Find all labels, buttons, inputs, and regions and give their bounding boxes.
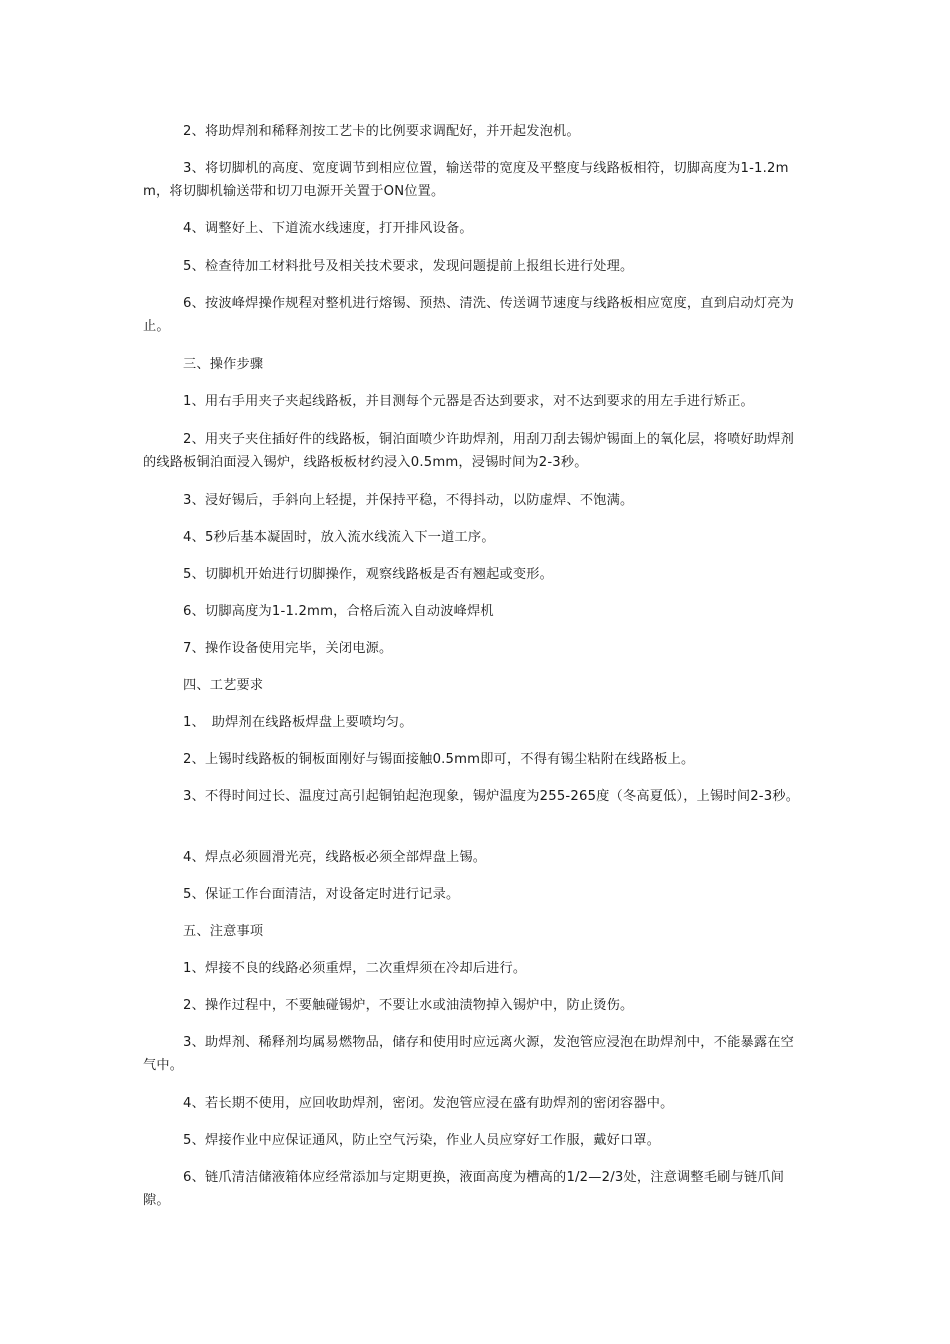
paragraph-prep-3: 3、将切脚机的高度、宽度调节到相应位置，输送带的宽度及平整度与线路板相符，切脚高度为1-1.2mm，将切脚机输送带和切刀电源开关置于ON位置。 — [143, 161, 789, 199]
paragraph-step-4: 4、5秒后基本凝固时，放入流水线流入下一道工序。 — [183, 530, 495, 545]
paragraph-step-1: 1、用右手用夹子夹起线路板，并目测每个元器是否达到要求，对不达到要求的用左手进行矫正。 — [183, 394, 754, 409]
paragraph-prep-4: 4、调整好上、下道流水线速度，打开排风设备。 — [183, 221, 473, 236]
paragraph-note-2: 2、操作过程中，不要触碰锡炉，不要让水或油渍物掉入锡炉中，防止烫伤。 — [183, 998, 634, 1013]
paragraph-prep-5: 5、检查待加工材料批号及相关技术要求，发现问题提前上报组长进行处理。 — [183, 259, 634, 274]
paragraph-step-5: 5、切脚机开始进行切脚操作，观察线路板是否有翘起或变形。 — [183, 567, 554, 582]
paragraph-step-2: 2、用夹子夹住插好件的线路板，铜泊面喷少许助焊剂，用刮刀刮去锡炉锡面上的氧化层，将喷好助焊剂的线路板铜泊面浸入锡炉，线路板板材约浸入0.5mm，浸锡时间为2-3秒。 — [143, 432, 795, 470]
paragraph-step-6: 6、切脚高度为1-1.2mm，合格后流入自动波峰焊机 — [183, 604, 494, 619]
paragraph-note-5: 5、焊接作业中应保证通风，防止空气污染，作业人员应穿好工作服，戴好口罩。 — [183, 1133, 661, 1148]
section-heading-notes: 五、注意事项 — [183, 924, 264, 939]
paragraph-req-5: 5、保证工作台面清洁，对设备定时进行记录。 — [183, 887, 460, 902]
paragraph-note-3: 3、助焊剂、稀释剂均属易燃物品，储存和使用时应远离火源，发泡管应浸泡在助焊剂中，不能暴露在空气中。 — [143, 1035, 795, 1073]
paragraph-req-3: 3、不得时间过长、温度过高引起铜铂起泡现象，锡炉温度为255-265度（冬高夏低），上锡时间2-3秒。 — [183, 789, 800, 804]
paragraph-req-4: 4、焊点必须圆滑光亮，线路板必须全部焊盘上锡。 — [183, 850, 487, 865]
section-heading-steps: 三、操作步骤 — [183, 357, 264, 372]
paragraph-prep-2: 2、将助焊剂和稀释剂按工艺卡的比例要求调配好，并开起发泡机。 — [183, 124, 580, 139]
paragraph-note-6: 6、链爪清洁储液箱体应经常添加与定期更换，液面高度为槽高的1/2—2/3处，注意调整毛刷与链爪间隙。 — [143, 1170, 785, 1208]
paragraph-prep-6: 6、按波峰焊操作规程对整机进行熔锡、预热、清洗、传送调节速度与线路板相应宽度，直到启动灯亮为止。 — [143, 296, 795, 334]
paragraph-note-4: 4、若长期不使用，应回收助焊剂，密闭。发泡管应浸在盛有助焊剂的密闭容器中。 — [183, 1096, 674, 1111]
section-heading-requirements: 四、工艺要求 — [183, 678, 264, 693]
paragraph-step-7: 7、操作设备使用完毕，关闭电源。 — [183, 641, 393, 656]
paragraph-req-2: 2、上锡时线路板的铜板面刚好与锡面接触0.5mm即可，不得有锡尘粘附在线路板上。 — [183, 752, 695, 767]
paragraph-req-1: 1、 助焊剂在线路板焊盘上要喷均匀。 — [183, 715, 413, 730]
paragraph-step-3: 3、浸好锡后，手斜向上轻提，并保持平稳，不得抖动，以防虚焊、不饱满。 — [183, 493, 634, 508]
paragraph-note-1: 1、焊接不良的线路必须重焊，二次重焊须在冷却后进行。 — [183, 961, 527, 976]
